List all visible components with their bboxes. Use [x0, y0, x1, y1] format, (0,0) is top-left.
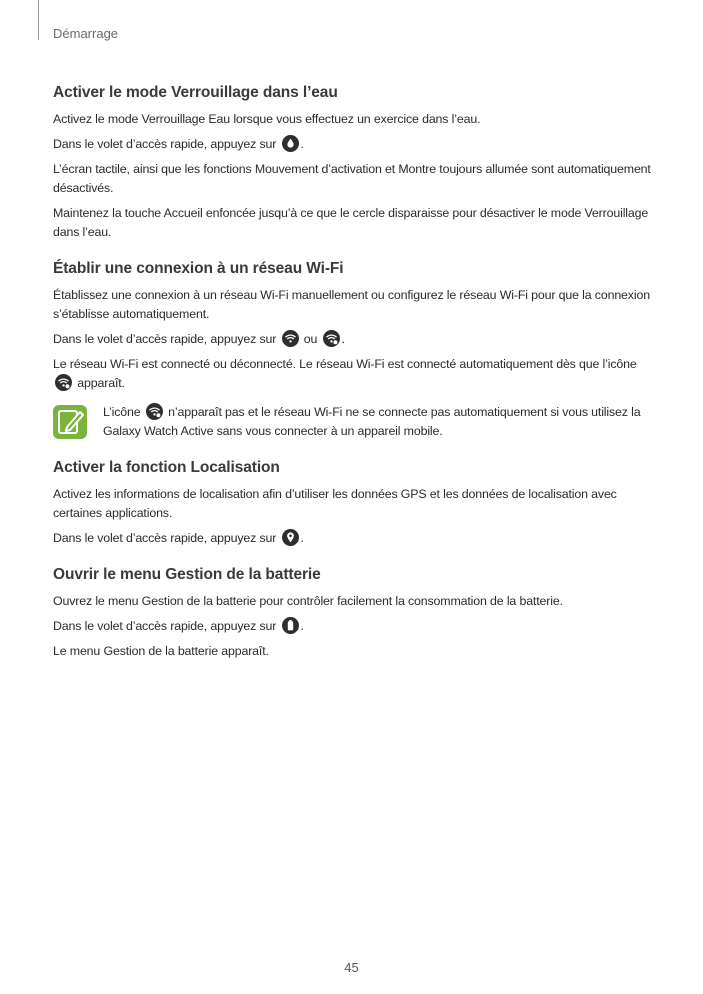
paragraph-text: Dans le volet d’accès rapide, appuyez sur: [53, 137, 280, 151]
wifi-auto-icon: [55, 374, 72, 391]
paragraph-text: n’apparaît pas et le réseau Wi-Fi ne se connecte pas automatiquement si vous utilisez la Galaxy Watch Active sans vous connecter à un appareil mobile.: [103, 405, 641, 438]
paragraph: Activez le mode Verrouillage Eau lorsque vous effectuez un exercice dans l’eau.: [53, 112, 481, 126]
paragraph: [53, 330, 653, 349]
paragraph: Activez les informations de localisation afin d’utiliser les données GPS et les données de localisation avec certaines applications.: [53, 487, 617, 520]
section-title-water-lock: Activer le mode Verrouillage dans l’eau: [53, 84, 338, 101]
paragraph-text: .: [341, 332, 345, 346]
paragraph: L’écran tactile, ainsi que les fonctions Mouvement d’activation et Montre toujours allumée sont automatiquement désactivés.: [53, 162, 651, 195]
paragraph: Le menu Gestion de la batterie apparaît.: [53, 644, 269, 658]
paragraph-text: .: [300, 619, 304, 633]
wifi-icon: [282, 330, 299, 347]
paragraph-text: Dans le volet d’accès rapide, appuyez sur: [53, 531, 280, 545]
paragraph-text: L’icône: [103, 405, 144, 419]
paragraph-text: Dans le volet d’accès rapide, appuyez sur: [53, 332, 280, 346]
paragraph-text: .: [300, 531, 304, 545]
paragraph-text: ou: [300, 332, 321, 346]
paragraph-text: .: [300, 137, 304, 151]
wifi-auto-icon: [146, 403, 163, 420]
section-title-battery: Ouvrir le menu Gestion de la batterie: [53, 566, 321, 583]
section-water-lock: [53, 84, 653, 242]
paragraph: [53, 617, 653, 636]
section-title-location: Activer la fonction Localisation: [53, 459, 280, 476]
paragraph-text: Le réseau Wi-Fi est connecté ou déconnecté. Le réseau Wi-Fi est connecté automatiquement dès que l’icône: [53, 357, 637, 371]
paragraph: Ouvrez le menu Gestion de la batterie pour contrôler facilement la consommation de la batterie.: [53, 594, 563, 608]
paragraph-text: Dans le volet d’accès rapide, appuyez sur: [53, 619, 280, 633]
header-rule: [38, 0, 39, 40]
running-header: Démarrage: [53, 26, 119, 41]
location-pin-icon: [282, 529, 299, 546]
note-text: [103, 403, 653, 441]
paragraph: [53, 355, 653, 393]
page-content: [53, 84, 653, 679]
section-wifi: [53, 260, 653, 441]
paragraph: [53, 529, 653, 548]
note-box: [53, 403, 653, 441]
paragraph: [53, 135, 653, 154]
page-number: 45: [344, 960, 359, 975]
battery-icon: [282, 617, 299, 634]
note-pencil-icon: [53, 405, 87, 439]
wifi-auto-icon: [323, 330, 340, 347]
paragraph: Établissez une connexion à un réseau Wi-Fi manuellement ou configurez le réseau Wi-Fi pour que la connexion s’établisse automatiquement.: [53, 288, 650, 321]
section-battery: [53, 566, 653, 661]
section-title-wifi: Établir une connexion à un réseau Wi-Fi: [53, 260, 344, 277]
section-location: [53, 459, 653, 548]
water-drop-icon: [282, 135, 299, 152]
paragraph-text: apparaît.: [74, 376, 125, 390]
paragraph: Maintenez la touche Accueil enfoncée jusqu’à ce que le cercle disparaisse pour désactiver le mode Verrouillage dans l’eau.: [53, 206, 649, 239]
